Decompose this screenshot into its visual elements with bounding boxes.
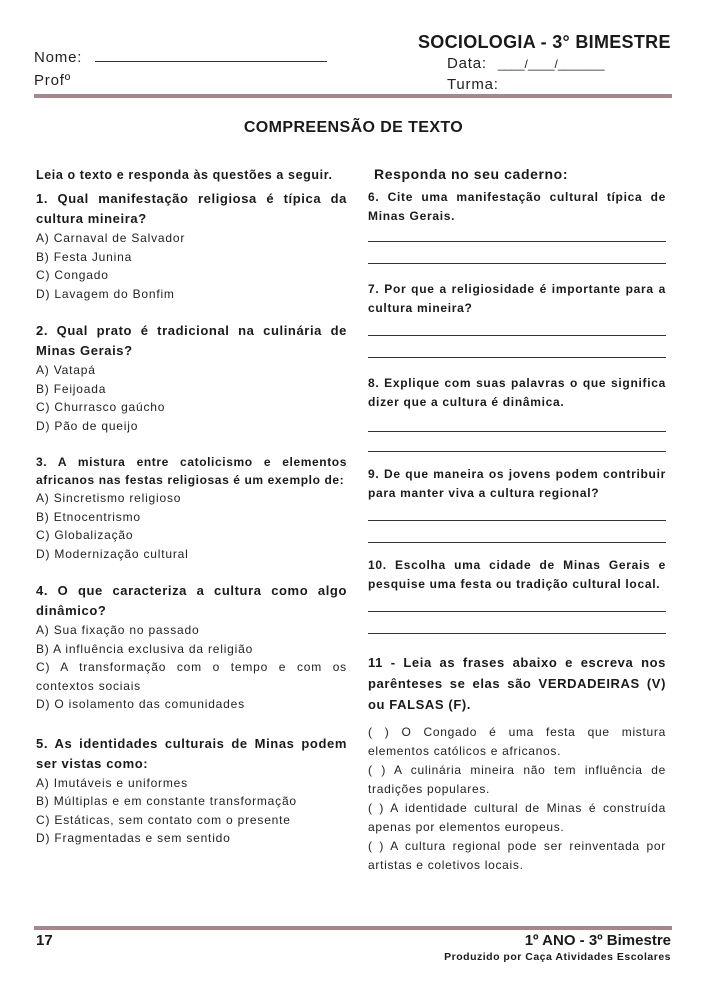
answer-line[interactable] (368, 633, 666, 634)
question-text: 5. As identidades culturais de Minas podem ser vistas como: (36, 735, 347, 771)
option[interactable]: D) Lavagem do Bonfim (36, 286, 175, 301)
answer-line[interactable] (368, 335, 666, 336)
answer-line[interactable] (368, 263, 666, 264)
option[interactable]: B) Feijoada (36, 381, 107, 396)
name-line[interactable] (95, 61, 327, 62)
page-number: 17 (36, 932, 53, 949)
option[interactable]: A) Imutáveis e uniformes (36, 775, 188, 790)
page-title: COMPREENSÃO DE TEXTO (243, 119, 464, 136)
option[interactable]: C) Congado (36, 268, 109, 282)
answer-line[interactable] (368, 241, 666, 242)
option[interactable]: D) O isolamento das comunidades (36, 697, 245, 711)
left-column (36, 165, 347, 848)
question-text: 2. Qual prato é tradicional na culinária de Minas Gerais? (36, 323, 347, 358)
option[interactable]: B) Festa Junina (36, 249, 133, 264)
option[interactable]: B) A influência exclusiva da religião (36, 641, 254, 656)
answer-line[interactable] (368, 357, 666, 358)
question-1 (36, 189, 347, 303)
option[interactable]: A) Sua fixação no passado (36, 623, 200, 637)
question-2 (36, 321, 347, 435)
date-blanks[interactable]: ____/____/_______ (497, 57, 605, 71)
date-field[interactable] (447, 55, 605, 72)
option[interactable]: D) Modernização cultural (36, 546, 189, 561)
right-instruction: Responda no seu caderno: (374, 166, 569, 182)
question-9: 9. De que maneira os jovens podem contribuir para manter viva a cultura regional? (368, 467, 666, 500)
option[interactable]: D) Pão de queijo (36, 418, 139, 433)
subject-title: SOCIOLOGIA - 3° BIMESTRE (418, 32, 671, 52)
option[interactable]: C) Estáticas, sem contato com o presente (36, 812, 291, 827)
teacher-label: Profº (34, 72, 71, 89)
footer-divider (34, 926, 672, 930)
answer-line[interactable] (368, 542, 666, 543)
question-10: 10. Escolha uma cidade de Minas Gerais e pesquise uma festa ou tradição cultural local. (368, 558, 666, 591)
credit-text: Produzido por Caça Atividades Escolares (444, 951, 671, 963)
question-4 (36, 581, 347, 714)
tf-statement[interactable]: ( ) A identidade cultural de Minas é construída apenas por elementos europeus. (368, 801, 666, 834)
question-8: 8. Explique com suas palavras o que significa dizer que a cultura é dinâmica. (368, 376, 666, 409)
option[interactable]: A) Sincretismo religioso (36, 491, 182, 505)
answer-line[interactable] (368, 611, 666, 612)
question-text: 1. Qual manifestação religiosa é típica da cultura mineira? (36, 191, 347, 226)
answer-line[interactable] (368, 431, 666, 432)
header-divider (34, 94, 672, 98)
question-text: 3. A mistura entre catolicismo e elementos africanos nas festas religiosas é um exemplo de: (36, 455, 347, 487)
option[interactable]: C) Globalização (36, 528, 134, 542)
option[interactable]: A) Carnaval de Salvador (36, 231, 186, 245)
answer-line[interactable] (368, 451, 666, 452)
tf-statement[interactable]: ( ) A culinária mineira não tem influência de tradições populares. (368, 763, 666, 796)
date-label: Data: (447, 55, 487, 72)
option[interactable]: B) Múltiplas e em constante transformação (36, 794, 297, 808)
tf-statement[interactable]: ( ) A cultura regional pode ser reinventada por artistas e coletivos locais. (368, 839, 666, 872)
right-column (368, 164, 666, 875)
option[interactable]: D) Fragmentadas e sem sentido (36, 831, 231, 845)
name-field[interactable] (34, 49, 327, 66)
grade-label: 1º ANO - 3º Bimestre (524, 932, 671, 949)
question-6: 6. Cite uma manifestação cultural típica de Minas Gerais. (368, 190, 666, 223)
name-label: Nome: (34, 49, 83, 66)
class-label: Turma: (447, 76, 499, 93)
option[interactable]: B) Etnocentrismo (36, 509, 141, 524)
tf-statement[interactable]: ( ) O Congado é uma festa que mistura elementos católicos e africanos. (368, 725, 666, 758)
left-instruction: Leia o texto e responda às questões a seguir. (36, 168, 333, 182)
question-11: 11 - Leia as frases abaixo e escreva nos parênteses se elas são VERDADEIRAS (V) ou FALSAS (F). (368, 655, 666, 712)
question-7: 7. Por que a religiosidade é importante para a cultura mineira? (368, 282, 666, 315)
question-3 (36, 453, 347, 563)
option[interactable]: C) A transformação com o tempo e com os contextos sociais (36, 660, 347, 693)
option[interactable]: C) Churrasco gaúcho (36, 400, 166, 414)
question-5 (36, 734, 347, 848)
answer-line[interactable] (368, 520, 666, 521)
option[interactable]: A) Vatapá (36, 363, 96, 377)
question-text: 4. O que caracteriza a cultura como algo dinâmico? (36, 583, 347, 618)
